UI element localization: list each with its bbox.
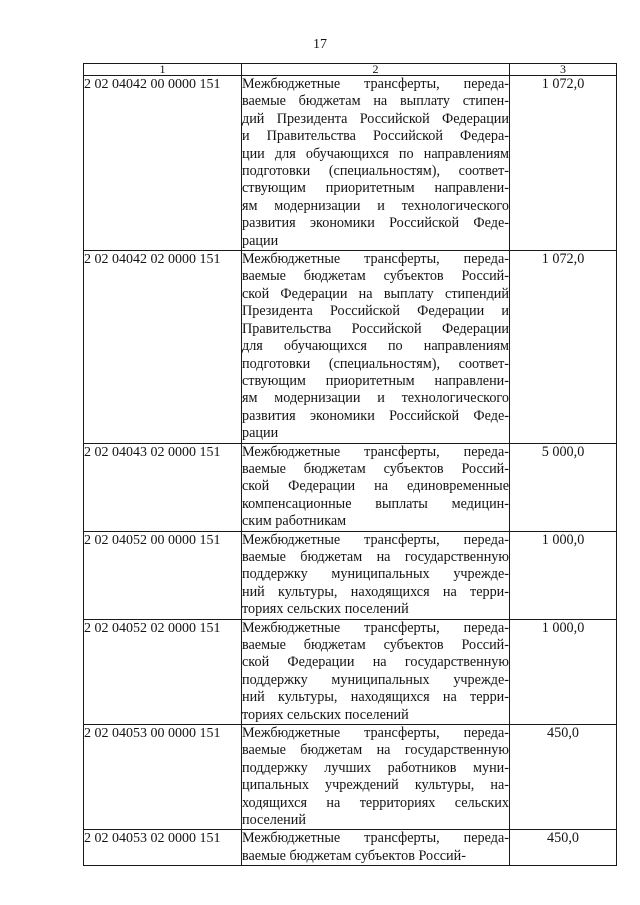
description-line: ствующим приоритетным направлени- bbox=[242, 180, 509, 197]
amount-cell: 1 000,0 bbox=[510, 619, 617, 724]
description-line: Межбюджетные трансферты, переда- bbox=[242, 76, 509, 92]
description-line: Межбюджетные трансферты, переда- bbox=[242, 830, 509, 847]
description-cell bbox=[242, 76, 510, 251]
amount-cell: 1 000,0 bbox=[510, 531, 617, 619]
column-header-description: 2 bbox=[242, 64, 510, 76]
description-line: Межбюджетные трансферты, переда- bbox=[242, 725, 509, 742]
description-line: Правительства Российской Федерации bbox=[242, 320, 509, 337]
amount-cell: 450,0 bbox=[510, 830, 617, 866]
description-line: ской Федерации на единовременные bbox=[242, 478, 509, 495]
description-cell bbox=[242, 443, 510, 531]
description-line: Президента Российской Федерации и bbox=[242, 303, 509, 320]
description-line: ходящихся на территориях сельских bbox=[242, 794, 509, 811]
table-row bbox=[84, 830, 617, 866]
description-line: ний культуры, находящихся на терри- bbox=[242, 689, 509, 706]
budget-code-cell: 2 02 04053 02 0000 151 bbox=[84, 830, 242, 866]
description-line: развития экономики Российской Феде- bbox=[242, 215, 509, 232]
description-line: ципальных учреждений культуры, на- bbox=[242, 777, 509, 794]
column-header-amount: 3 bbox=[510, 64, 617, 76]
description-line: ваемые бюджетам субъектов Россий- bbox=[242, 637, 509, 653]
description-line: поддержку лучших работников муни- bbox=[242, 759, 509, 776]
description-line: ции для обучающихся по направлениям bbox=[242, 145, 509, 162]
budget-code-cell: 2 02 04052 00 0000 151 bbox=[84, 531, 242, 619]
description-line: Межбюджетные трансферты, переда- bbox=[242, 619, 509, 636]
amount-cell: 5 000,0 bbox=[510, 443, 617, 531]
description-line: для обучающихся по направлениям bbox=[242, 338, 509, 355]
budget-code-cell: 2 02 04042 02 0000 151 bbox=[84, 251, 242, 443]
budget-table-body bbox=[84, 64, 617, 866]
description-cell bbox=[242, 619, 510, 724]
table-row bbox=[84, 251, 617, 443]
description-line: ствующим приоритетным направлени- bbox=[242, 372, 509, 389]
description-line: ваемые бюджетам субъектов Россий- bbox=[242, 460, 509, 477]
description-line: ским работникам bbox=[242, 513, 347, 530]
description-line: Межбюджетные трансферты, переда- bbox=[242, 531, 509, 548]
description-line: развития экономики Российской Феде- bbox=[242, 407, 509, 424]
description-line: рации bbox=[242, 425, 279, 442]
description-line: ваемые бюджетам субъектов Россий- bbox=[242, 847, 466, 864]
description-line: ториях сельских поселений bbox=[242, 706, 409, 723]
description-line: Межбюджетные трансферты, переда- bbox=[242, 443, 509, 460]
description-line: Межбюджетные трансферты, переда- bbox=[242, 251, 509, 268]
budget-table bbox=[83, 63, 617, 866]
page-number: 17 bbox=[313, 37, 327, 52]
description-cell bbox=[242, 531, 510, 619]
description-line: ваемые бюджетам субъектов Россий- bbox=[242, 268, 509, 285]
amount-cell: 1 072,0 bbox=[510, 251, 617, 443]
description-line: компенсационные выплаты медицин- bbox=[242, 495, 509, 512]
description-line: и Правительства Российской Федера- bbox=[242, 128, 509, 145]
description-line: ской Федерации на выплату стипендий bbox=[242, 285, 509, 302]
table-row bbox=[84, 725, 617, 830]
description-line: подготовки (специальностям), соответ- bbox=[242, 355, 509, 372]
amount-cell: 1 072,0 bbox=[510, 76, 617, 251]
description-cell bbox=[242, 251, 510, 443]
description-cell bbox=[242, 830, 510, 866]
description-line: поддержку муниципальных учрежде- bbox=[242, 566, 509, 583]
table-header-row bbox=[84, 64, 617, 76]
budget-code-cell: 2 02 04053 00 0000 151 bbox=[84, 725, 242, 830]
description-line: рации bbox=[242, 232, 279, 249]
description-cell bbox=[242, 725, 510, 830]
table-row bbox=[84, 76, 617, 251]
description-line: ской Федерации на государственную bbox=[242, 654, 509, 671]
description-line: ний культуры, находящихся на терри- bbox=[242, 583, 509, 600]
table-row bbox=[84, 619, 617, 724]
description-line: подготовки (специальностям), соответ- bbox=[242, 163, 509, 180]
budget-code-cell: 2 02 04052 02 0000 151 bbox=[84, 619, 242, 724]
table-row bbox=[84, 443, 617, 531]
budget-code-cell: 2 02 04042 00 0000 151 bbox=[84, 76, 242, 251]
description-line: поселений bbox=[242, 812, 306, 829]
amount-cell: 450,0 bbox=[510, 725, 617, 830]
description-line: ям модернизации и технологического bbox=[242, 390, 509, 407]
budget-code-cell: 2 02 04043 02 0000 151 bbox=[84, 443, 242, 531]
description-line: ториях сельских поселений bbox=[242, 601, 409, 618]
column-header-code: 1 bbox=[84, 64, 242, 76]
description-line: дий Президента Российской Федерации bbox=[242, 110, 509, 127]
description-line: ваемые бюджетам на выплату стипен- bbox=[242, 93, 509, 110]
description-line: поддержку муниципальных учрежде- bbox=[242, 671, 509, 688]
table-row bbox=[84, 531, 617, 619]
description-line: ям модернизации и технологического bbox=[242, 197, 509, 214]
description-line: ваемые бюджетам на государственную bbox=[242, 548, 509, 565]
description-line: ваемые бюджетам на государственную bbox=[242, 742, 509, 759]
